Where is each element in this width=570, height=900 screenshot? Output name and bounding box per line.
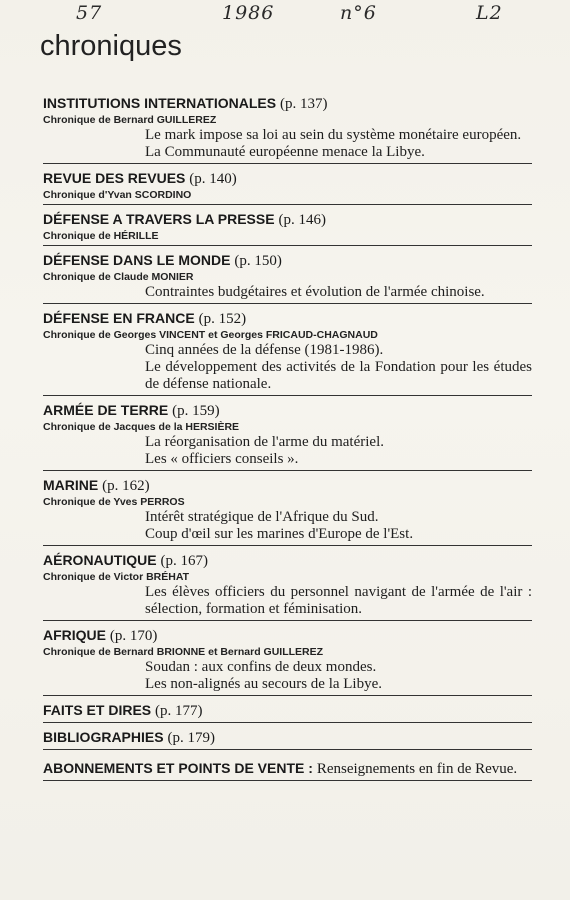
entry-page: (p. 146) (278, 212, 326, 228)
entry-page: (p. 167) (160, 553, 208, 569)
description-line: Soudan : aux confins de deux mondes. (145, 659, 377, 675)
toc-entry (43, 701, 532, 723)
entry-description (43, 509, 532, 543)
entry-description (43, 434, 532, 468)
entry-chronicle: Chronique de Georges VINCENT et Georges FRICAUD-CHAGNAUD (43, 329, 378, 341)
toc-entry (43, 551, 532, 621)
description-line: Contraintes budgétaires et évolution de l'armée chinoise. (145, 284, 485, 300)
description-line: La réorganisation de l'arme du matériel. (145, 434, 384, 450)
entry-chronicle: Chronique de Yves PERROS (43, 496, 185, 508)
toc-entry (43, 94, 532, 164)
toc-entry (43, 309, 532, 396)
entry-chronicle: Chronique de HÉRILLE (43, 230, 159, 242)
entry-chronicle: Chronique de Jacques de la HERSIÈRE (43, 421, 240, 433)
entry-title: MARINE (43, 477, 99, 493)
description-line: Le développement des activités de la Fondation pour les études de défense nationale. (145, 359, 532, 392)
toc-entry (43, 476, 532, 546)
entry-description (43, 584, 532, 618)
toc-entry (43, 210, 532, 246)
entry-description (43, 342, 532, 393)
page-title: chroniques (40, 30, 182, 62)
entry-chronicle: Chronique de Victor BRÉHAT (43, 571, 190, 583)
toc-entry (43, 169, 532, 205)
entry-page: (p. 137) (279, 96, 328, 112)
entry-title: DÉFENSE A TRAVERS LA PRESSE (43, 211, 275, 227)
entry-chronicle: Chronique de Bernard BRIONNE et Bernard GUILLEREZ (43, 646, 324, 658)
entry-page: (p. 179) (167, 730, 215, 746)
entry-title: AÉRONAUTIQUE (43, 552, 157, 568)
entry-title: REVUE DES REVUES (43, 170, 186, 186)
handwritten-note-issue: n°6 (340, 2, 377, 24)
toc-entry (43, 626, 532, 696)
description-line: Cinq années de la défense (1981-1986). (145, 342, 384, 358)
toc-entry-final (43, 755, 532, 781)
description-line: Les non-alignés au secours de la Libye. (145, 676, 383, 692)
entry-title: BIBLIOGRAPHIES (43, 729, 164, 745)
entry-page: (p. 177) (155, 703, 203, 719)
description-line: Coup d'œil sur les marines d'Europe de l'Est. (145, 526, 414, 542)
entry-title: DÉFENSE EN FRANCE (43, 310, 195, 326)
entry-page: (p. 140) (189, 171, 237, 187)
handwritten-note-year: 1986 (222, 2, 275, 24)
entry-description (43, 127, 532, 161)
entry-description (43, 284, 532, 301)
entry-title: AFRIQUE (43, 627, 106, 643)
description-line: La Communauté européenne menace la Libye. (145, 144, 425, 160)
entry-page: (p. 159) (172, 403, 220, 419)
toc-entry (43, 401, 532, 471)
description-line: Intérêt stratégique de l'Afrique du Sud. (145, 509, 379, 525)
entry-chronicle: Chronique de Bernard GUILLEREZ (43, 114, 217, 126)
entry-title: INSTITUTIONS INTERNATIONALES (43, 95, 277, 111)
entry-page: (p. 152) (198, 311, 247, 327)
entry-title: ARMÉE DE TERRE (43, 402, 169, 418)
description-line: Les élèves officiers du personnel navigant de l'armée de l'air : sélection, formation et féminisation. (145, 584, 532, 617)
entry-page: (p. 162) (102, 478, 150, 494)
entry-inline-text: Renseignements en fin de Revue. (316, 761, 518, 777)
entry-chronicle: Chronique d'Yvan SCORDINO (43, 189, 192, 201)
description-line: Le mark impose sa loi au sein du système monétaire européen. (145, 127, 522, 143)
entry-description (43, 659, 532, 693)
handwritten-note-right: L2 (476, 2, 503, 24)
entry-page: (p. 150) (234, 253, 282, 269)
description-line: Les « officiers conseils ». (145, 451, 299, 467)
entry-page: (p. 170) (109, 628, 158, 644)
entry-title: DÉFENSE DANS LE MONDE (43, 252, 231, 268)
handwritten-note-left: 57 (76, 2, 103, 24)
toc-entry (43, 251, 532, 304)
toc-entry (43, 728, 532, 750)
entry-title: FAITS ET DIRES (43, 702, 152, 718)
entry-chronicle: Chronique de Claude MONIER (43, 271, 194, 283)
table-of-contents (43, 94, 532, 786)
entry-title: ABONNEMENTS ET POINTS DE VENTE : (43, 760, 313, 776)
